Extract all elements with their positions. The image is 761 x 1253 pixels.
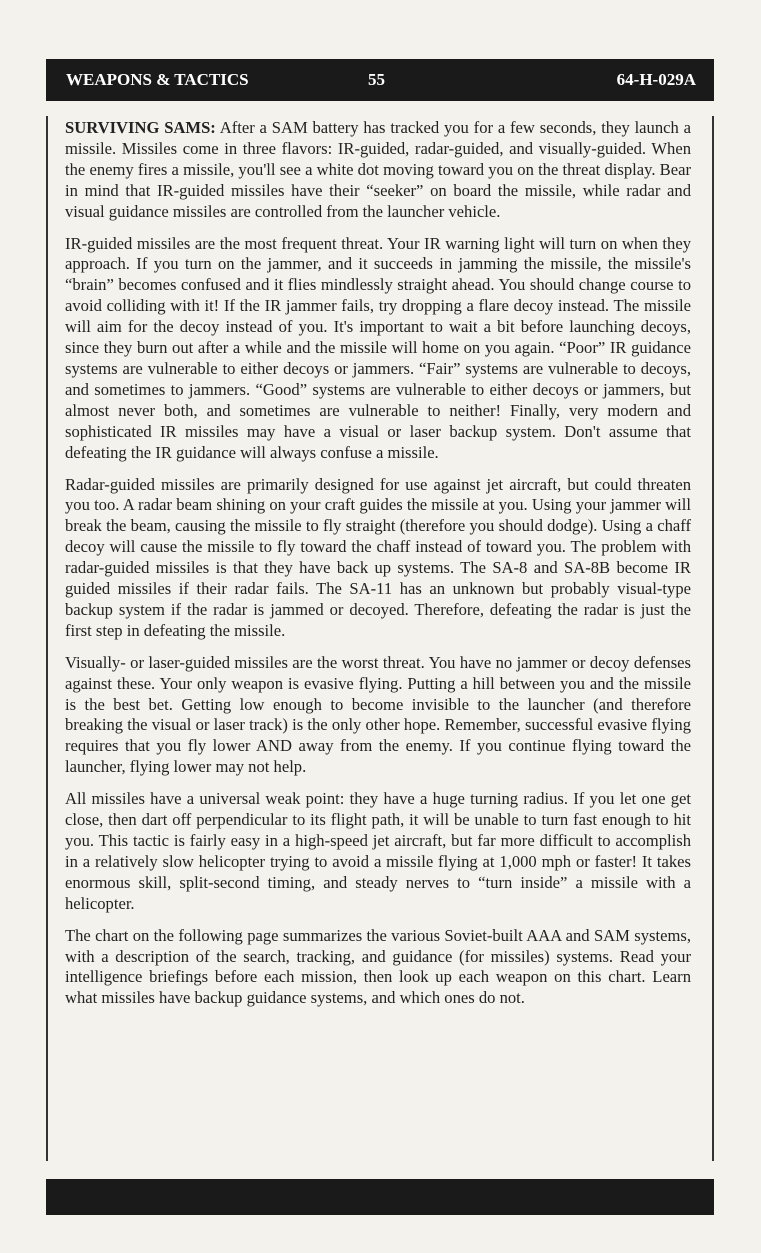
paragraph-turning-radius: All missiles have a universal weak point: they have a huge turning radius. If you let one get close, then dart off perpendicular to its flight path, it will be unable to turn fast enough to hit you. This tactic is fairly easy in a high-speed jet aircraft, but far more difficult to accomplish in a relatively slow helicopter trying to avoid a missile flying at 1,000 mph or faster! It takes enormous skill, split-second timing, and steady nerves to “turn inside” a missile with a helicopter. xyxy=(65,789,691,913)
paragraph-radar-guided: Radar-guided missiles are primarily designed for use against jet aircraft, but could threaten you too. A radar beam shining on your craft guides the missile at you. Using your jammer will break the beam, causing the missile to fly straight (therefore you should dodge). Using a chaff decoy will cause the missile to fly toward the chaff instead of toward you. The problem with radar-guided missiles is that they have back up systems. The SA-8 and SA-8B become IR guided missiles if their radar fails. The SA-11 has an unknown but probably visual-type backup system if the radar is jammed or decoyed. Therefore, defeating the radar is just the first step in defeating the missile. xyxy=(65,474,691,640)
page-number: 55 xyxy=(368,70,385,89)
right-margin-rule xyxy=(712,116,714,1161)
body-text xyxy=(65,118,691,1020)
paragraph-surviving-sams xyxy=(65,118,691,223)
left-margin-rule xyxy=(46,116,48,1161)
page-footer xyxy=(46,1179,714,1215)
paragraph-chart-reference: The chart on the following page summarizes the various Soviet-built AAA and SAM systems, with a description of the search, tracking, and guidance (for missiles) systems. Read your intelligence briefings before each mission, then look up each weapon on this chart. Learn what missiles have backup guidance systems, and which ones do not. xyxy=(65,925,691,1008)
section-title: WEAPONS & TACTICS xyxy=(66,70,249,89)
paragraph-heading: SURVIVING SAMS: xyxy=(65,118,216,137)
paragraph-visual-guided: Visually- or laser-guided missiles are the worst threat. You have no jammer or decoy defenses against these. Your only weapon is evasive flying. Putting a hill between you and the missile is the best bet. Getting low enough to become invisible to the launcher (and therefore breaking the visual or laser track) is the only other hope. Remember, successful evasive flying requires that you fly lower AND away from the enemy. If you continue flying toward the launcher, flying lower may not help. xyxy=(65,652,691,777)
paragraph-text: After a SAM battery has tracked you for a few seconds, they launch a missile. Missiles come in three flavors: IR-guided, radar-guided, and visually-guided. When the enemy fires a missile, you'll see a white dot moving toward you on the threat display. Bear in mind that IR-guided missiles have their “seeker” on board the missile, while radar and visual guidance missiles are controlled from the launcher vehicle. xyxy=(65,118,691,221)
document-id: 64-H-029A xyxy=(616,70,696,89)
paragraph-ir-guided: IR-guided missiles are the most frequent threat. Your IR warning light will turn on when they approach. If you turn on the jammer, and it succeeds in jamming the missile, the missile's “brain” becomes confused and it flies mindlessly straight ahead. You should change course to avoid colliding with it! If the IR jammer fails, try dropping a flare decoy instead. The missile will aim for the decoy instead of you. It's important to wait a bit before launching decoys, since they burn out after a while and the missile will home on you again. “Poor” IR guidance systems are vulnerable to either decoys or jammers. “Fair” systems are vulnerable to decoys, and sometimes to jammers. “Good” systems are vulnerable to either decoys or jammers, but almost never both, and sometimes are vulnerable to neither! Finally, very modern and sophisticated IR missiles may have a visual or laser backup system. Don't assume that defeating the IR guidance will always confuse a missile. xyxy=(65,233,691,462)
page-header xyxy=(46,59,714,101)
